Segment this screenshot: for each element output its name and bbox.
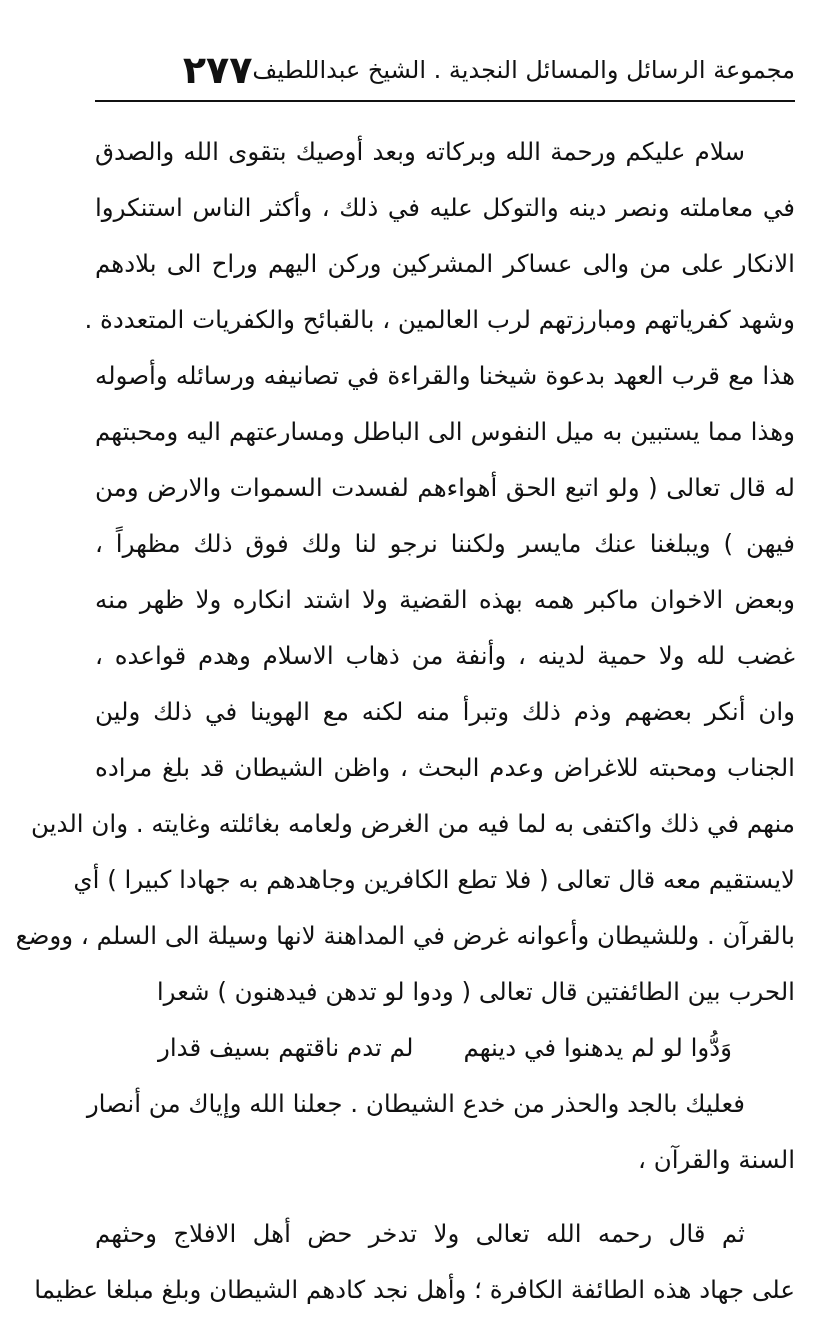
text-line: فعليك بالجد والحذر من خدع الشيطان . جعلنا الله وإياك من أنصار: [86, 1089, 745, 1118]
text-line: فيهن ) ويبلغنا عنك مايسر ولكننا نرجو لنا ولك فوق ذلك مظهراً ،: [95, 529, 795, 558]
text-line: بالقرآن . وللشيطان وأعوانه غرض في المداهنة لانها وسيلة الى السلم ، ووضع: [15, 921, 795, 950]
body-text: [15, 124, 795, 1318]
text-line: الجناب ومحبته للاغراض وعدم البحث ، واظن الشيطان قد بلغ مراده: [95, 753, 795, 782]
text-line: له قال تعالى ( ولو اتبع الحق أهواءهم لفسدت السموات والارض ومن: [95, 473, 795, 502]
text-line: غضب لله ولا حمية لدينه ، وأنفة من ذهاب الاسلام وهدم قواعده ،: [95, 641, 795, 670]
text-line: على جهاد هذه الطائفة الكافرة ؛ وأهل نجد كادهم الشيطان وبلغ مبلغا عظيما: [34, 1275, 795, 1304]
text-line: منهم في ذلك واكتفى به لما فيه من الغرض ولعامه بغائلته وغايته . وان الدين: [31, 809, 795, 838]
text-line: سلام عليكم ورحمة الله وبركاته وبعد أوصيك بتقوى الله والصدق: [95, 137, 745, 166]
page-header: [95, 40, 795, 102]
page-number: ٢٧٧: [182, 48, 253, 92]
text-line: السنة والقرآن ،: [638, 1145, 795, 1174]
text-line: وبعض الاخوان ماكبر همه بهذه القضية ولا اشتد انكاره ولا ظهر منه: [95, 585, 795, 614]
text-line: ثم قال رحمه الله تعالى ولا تدخر حض أهل الافلاج وحثهم: [95, 1219, 745, 1248]
poetry-verse: [95, 1020, 795, 1076]
book-page: [15, 40, 795, 1304]
paragraph-gap: [95, 1188, 795, 1206]
running-title: مجموعة الرسائل والمسائل النجدية . الشيخ عبداللطيف: [252, 56, 795, 84]
verse-hemistich-second: لم تدم ناقتهم بسيف قدار: [158, 1033, 414, 1062]
text-line: في معاملته ونصر دينه والتوكل عليه في ذلك ، وأكثر الناس استنكروا: [95, 193, 795, 222]
verse-hemistich-first: وَدُّوا لو لم يدهنوا في دينهم: [463, 1033, 732, 1062]
text-line: وهذا مما يستبين به ميل النفوس الى الباطل ومسارعتهم اليه ومحبتهم: [95, 417, 795, 446]
text-line: الانكار على من والى عساكر المشركين وركن اليهم وراح الى بلادهم: [95, 249, 795, 278]
text-line: لايستقيم معه قال تعالى ( فلا تطع الكافرين وجاهدهم به جهادا كبيرا ) أي: [73, 865, 795, 894]
text-line: وان أنكر بعضهم وذم ذلك وتبرأ منه لكنه مع الهوينا في ذلك ولين: [95, 697, 795, 726]
text-line: الحرب بين الطائفتين قال تعالى ( ودوا لو تدهن فيدهنون ) شعرا: [156, 977, 795, 1006]
text-line: وشهد كفرياتهم ومبارزتهم لرب العالمين ، بالقبائح والكفريات المتعددة .: [84, 305, 795, 334]
text-line: هذا مع قرب العهد بدعوة شيخنا والقراءة في تصانيفه ورسائله وأصوله: [95, 361, 795, 390]
